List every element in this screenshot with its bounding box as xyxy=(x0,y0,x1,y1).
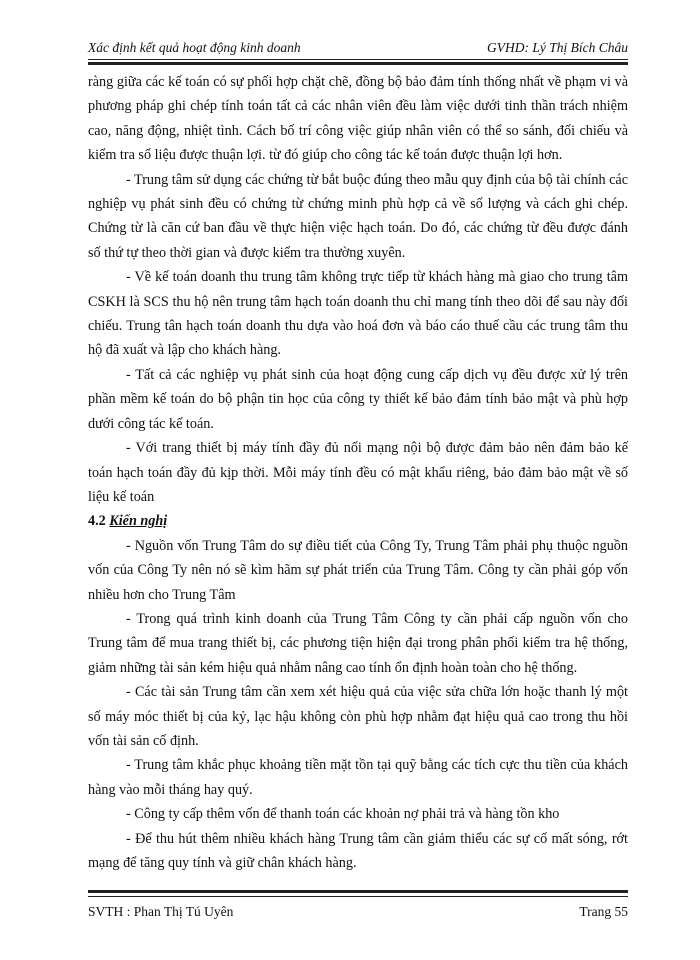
page-header xyxy=(88,40,628,60)
header-document-title: Xác định kết quả hoạt động kinh doanh xyxy=(88,40,301,55)
paragraph-revenue-accounting: - Về kế toán doanh thu trung tâm không trực tiếp từ khách hàng mà giao cho trung tâm CSKH là SCS thu hộ nên trung tâm hạch toán doanh thu chỉ mang tính theo dõi để sau này đối chiếu. Trung tân hạch toán doanh thu dựa vào hoá đơn và báo cáo thuế cầu các trung tâm thu hộ đã xuất và lập cho khách hàng. xyxy=(88,269,628,359)
page-body xyxy=(88,70,628,875)
paragraph-debt-payment: - Công ty cấp thêm vốn để thanh toán các khoản nợ phải trả và hàng tồn kho xyxy=(126,806,560,823)
paragraph-continuation: ràng giữa các kế toán có sự phối hợp chặt chẽ, đồng bộ bảo đảm tính thống nhất về phạm vi và phương pháp ghi chép tính toán tất cả các nhân viên đều làm việc dưới tinh thần trách nhiệm cao, năng động, nhiệt tình. Cách bố trí công việc giúp nhân viên có thể so sánh, đối chiếu và kiểm tra số liệu được thuận lợi. từ đó giúp cho công tác kế toán được thuận lợi hơn. xyxy=(88,74,628,164)
footer-divider-thin xyxy=(88,896,628,897)
header-divider-thick xyxy=(88,62,628,65)
paragraph-vouchers: - Trung tâm sử dụng các chứng từ bắt buộc đúng theo mẫu quy định của bộ tài chính các nghiệp vụ phát sinh đều có chứng từ chứng minh phù hợp cả về số lượng và cách ghi chép. Chứng từ là căn cứ ban đầu về thực hiện việc hạch toán. Do đó, các chứng từ đều được đánh số thứ tự theo thời gian và được kiểm tra thường xuyên. xyxy=(88,171,628,261)
section-heading xyxy=(88,509,628,533)
paragraph-cash-collection: - Trung tâm khắc phục khoảng tiền mặt tồn tại quỹ bằng các tích cực thu tiền của khách hàng vào mỗi tháng hay quý. xyxy=(88,757,628,798)
paragraph-asset-review: - Các tài sản Trung tâm cần xem xét hiệu quả của việc sửa chữa lớn hoặc thanh lý một số máy móc thiết bị của kỷ, lạc hậu không còn phù hợp nhằm đạt hiệu quả cao trong thu hồi vốn tài sản cố định. xyxy=(88,684,628,749)
header-supervisor: GVHD: Lý Thị Bích Châu xyxy=(487,40,628,55)
paragraph-accounting-software: - Tất cả các nghiệp vụ phát sinh của hoạt động cung cấp dịch vụ đều được xử lý trên phần mềm kế toán do bộ phận tin học của công ty thiết kế bảo đảm tính bảo mật và phù hợp dưới công tác kế toán. xyxy=(88,366,628,432)
paragraph-customer-retention: - Để thu hút thêm nhiều khách hàng Trung tâm cần giảm thiểu các sự cố mất sóng, rớt mạng để tăng quy tính và giữ chân khách hàng. xyxy=(88,830,628,871)
paragraph-capital-source: - Nguồn vốn Trung Tâm do sự điều tiết của Công Ty, Trung Tâm phải phụ thuộc nguồn vốn của Công Ty nên nó sẽ kìm hãm sự phát triển của Trung Tâm. Công ty cần phải góp vốn nhiều hơn cho Trung Tâm xyxy=(88,537,628,603)
section-title: Kiến nghị xyxy=(109,513,168,530)
page-number: Trang 55 xyxy=(579,904,628,919)
page-footer xyxy=(88,904,628,924)
header-divider-thin xyxy=(88,59,628,60)
paragraph-computer-equipment: - Với trang thiết bị máy tính đầy đủ nối mạng nội bộ được đảm bảo nên đảm bảo kế toán hạch toán đầy đủ kịp thời. Mỗi máy tính đều có mật khẩu riêng, bảo đảm bảo mật về số liệu kế toán xyxy=(88,440,628,505)
section-number: 4.2 xyxy=(88,513,106,530)
footer-divider-thick xyxy=(88,890,628,893)
footer-student-name: SVTH : Phan Thị Tú Uyên xyxy=(88,904,234,919)
paragraph-equipment-funding: - Trong quá trình kinh doanh của Trung Tâm Công ty cần phải cấp nguồn vốn cho Trung tâm để mua trang thiết bị, các phương tiện hiện đại trong phân phối kiểm tra hệ thống, giảm những tài sản kém hiệu quả nhằm nâng cao tính ổn định hoàn toàn cho hệ thống. xyxy=(88,610,628,676)
